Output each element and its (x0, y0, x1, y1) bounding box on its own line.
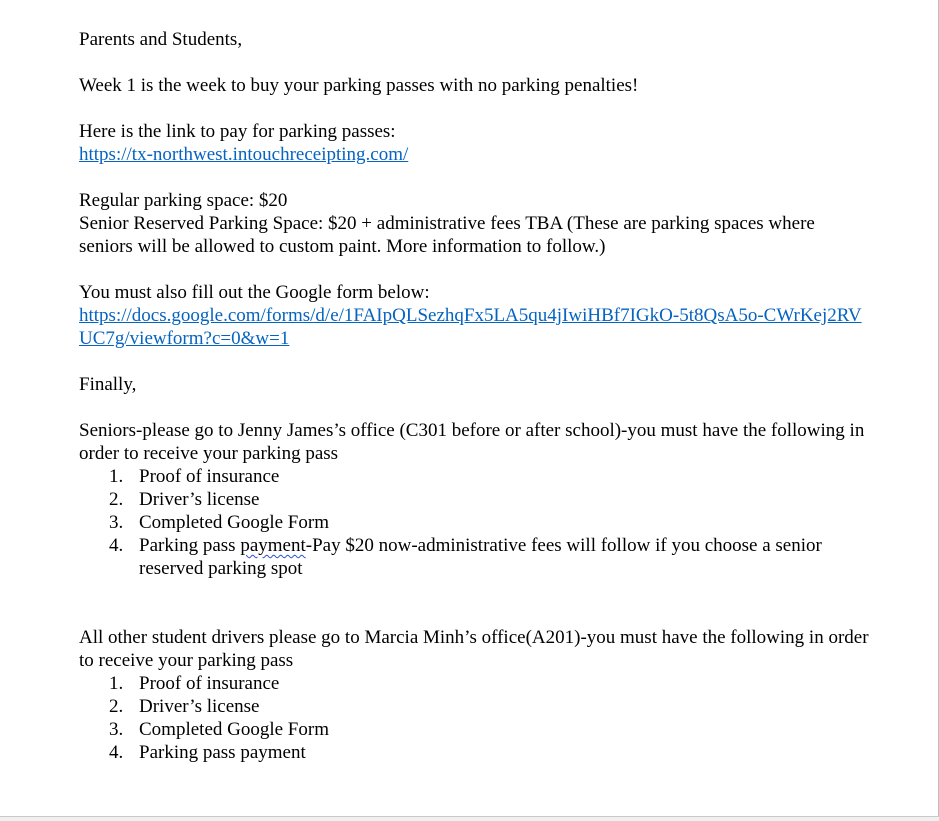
list-item-text: Parking pass payment (139, 742, 306, 763)
list-number: 1. (109, 466, 124, 487)
senior-space-price: Senior Reserved Parking Space: $20 + administrative fees TBA (These are parking spaces where seniors will be allowed to custom paint. More information to follow.) (79, 213, 815, 257)
list-item (79, 488, 869, 511)
finally-label: Finally, (79, 374, 137, 395)
pay-intro: Here is the link to pay for parking passes: (79, 121, 396, 142)
seniors-instructions: Seniors-please go to Jenny James’s office (C301 before or after school)-you must have the following in order to receive your parking pass (79, 420, 865, 464)
others-requirements-list (79, 672, 869, 764)
spellcheck-flagged-word[interactable]: payment (240, 535, 306, 556)
list-number: 4. (109, 742, 124, 763)
seniors-requirements-list (79, 465, 869, 580)
list-item-text: Proof of insurance (139, 673, 280, 694)
list-item-text: Proof of insurance (139, 466, 280, 487)
list-number: 3. (109, 512, 124, 533)
list-item-text: Driver’s license (139, 696, 260, 717)
list-item (79, 672, 869, 695)
list-item (79, 741, 869, 764)
form-intro: You must also fill out the Google form below: (79, 282, 430, 303)
list-number: 2. (109, 696, 124, 717)
list-item (79, 534, 869, 580)
list-item (79, 695, 869, 718)
list-item (79, 511, 869, 534)
list-item-text-post: -Pay $20 now-administrative fees will follow if you choose a senior reserved parking spot (139, 535, 822, 579)
list-number: 2. (109, 489, 124, 510)
list-number: 1. (109, 673, 124, 694)
document-body (79, 28, 869, 764)
list-item (79, 718, 869, 741)
page-shadow (0, 817, 939, 821)
list-number: 4. (109, 535, 124, 556)
regular-space-price: Regular parking space: $20 (79, 190, 288, 211)
list-item (79, 465, 869, 488)
list-item-text: Driver’s license (139, 489, 260, 510)
list-item-text: Completed Google Form (139, 719, 329, 740)
payment-link[interactable]: https://tx-northwest.intouchreceipting.com/ (79, 144, 409, 165)
list-item-text: Completed Google Form (139, 512, 329, 533)
week-announcement: Week 1 is the week to buy your parking passes with no parking penalties! (79, 75, 639, 96)
list-item-text (139, 535, 822, 579)
others-instructions: All other student drivers please go to Marcia Minh’s office(A201)-you must have the following in order to receive your parking pass (79, 627, 869, 671)
google-form-link[interactable]: https://docs.google.com/forms/d/e/1FAIpQLSezhqFx5LA5qu4jIwiHBf7IGkO-5t8QsA5o-CWrKej2RVUC7g/viewform?c=0&w=1 (79, 305, 862, 349)
greeting: Parents and Students, (79, 29, 243, 50)
list-number: 3. (109, 719, 124, 740)
list-item-text-pre: Parking pass (139, 535, 241, 556)
